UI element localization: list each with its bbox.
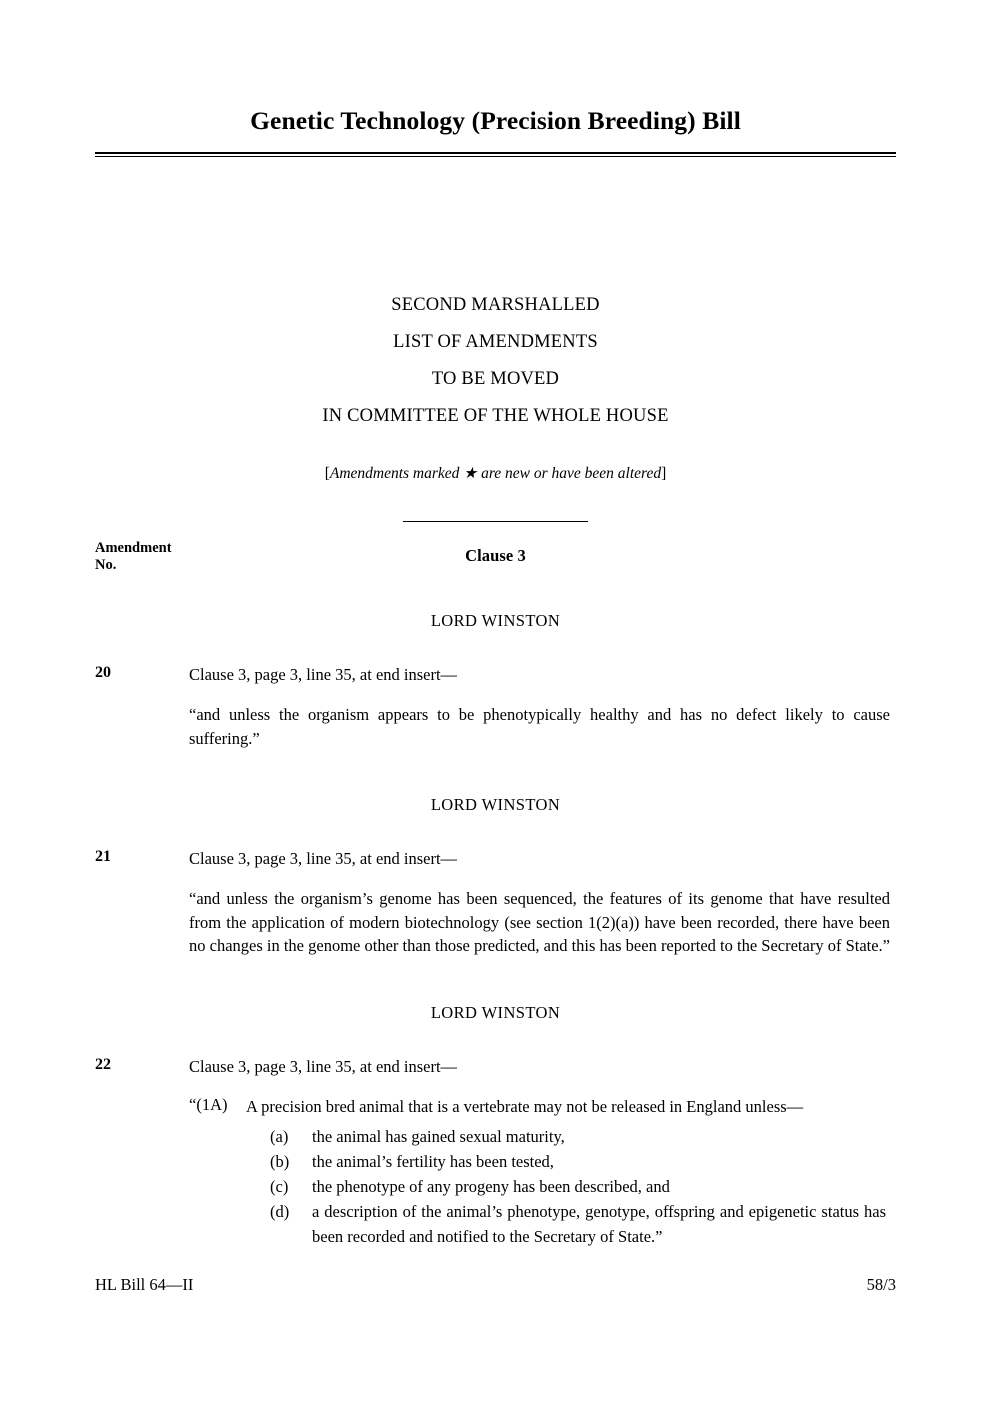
heading-line-1: SECOND MARSHALLED: [391, 295, 600, 315]
amendment-col-label-line2: No.: [95, 557, 117, 573]
heading-line-4: IN COMMITTEE OF THE WHOLE HOUSE: [322, 406, 669, 426]
amendments-marked-note: [95, 464, 896, 483]
amendment-number-column-header: [95, 540, 172, 574]
amendment-subsection: [189, 1095, 896, 1119]
amendment-number: 20: [95, 664, 111, 681]
list-item-text: the animal has gained sexual maturity,: [312, 1127, 565, 1146]
clause-heading: Clause 3: [465, 546, 526, 565]
amendment-quoted-text: “and unless the organism’s genome has been sequenced, the features of its genome that have resulted from the application of modern biotechnology (see section 1(2)(a)) have been recorded, there have been no changes in the genome other than those predicted, and this has been reported to the Secretary of State.”: [189, 889, 891, 955]
amendment-entry: [95, 664, 896, 750]
list-item: [270, 1174, 896, 1199]
amendment-number: 21: [95, 848, 111, 865]
amendment-number: 22: [95, 1055, 111, 1073]
subsection-label: “(1A): [189, 1094, 228, 1114]
footer-page-number: 58/3: [866, 1275, 896, 1294]
note-close-bracket: ]: [661, 465, 667, 482]
page-footer: [95, 1275, 896, 1295]
title-divider: [95, 152, 896, 157]
note-open-bracket: [: [324, 465, 330, 482]
note-text: Amendments marked ★ are new or have been altered: [329, 465, 662, 482]
member-name: LORD WINSTON: [430, 1002, 561, 1022]
list-item-label: (a): [270, 1127, 289, 1146]
section-divider: [403, 521, 588, 522]
member-name: LORD WINSTON: [430, 795, 561, 814]
subsection-text: A precision bred animal that is a vertebrate may not be released in England unless—: [246, 1096, 804, 1116]
document-heading-block: [95, 287, 896, 435]
heading-line-3: TO BE MOVED: [431, 369, 560, 389]
list-item: [270, 1199, 896, 1249]
list-item-text: a description of the animal’s phenotype, genotype, offspring and epigenetic status has been recorded and notified to the Secretary of State.”: [312, 1202, 886, 1246]
amendment-lead-line: Clause 3, page 3, line 35, at end insert—: [189, 1056, 458, 1076]
member-name: LORD WINSTON: [430, 611, 561, 630]
list-item-text: the animal’s fertility has been tested,: [312, 1152, 554, 1171]
page-title: Genetic Technology (Precision Breeding) Bill: [250, 106, 741, 135]
lettered-list: [270, 1124, 896, 1249]
list-item-label: (b): [270, 1152, 290, 1171]
footer-bill-reference: HL Bill 64—II: [95, 1275, 194, 1294]
list-item: [270, 1149, 896, 1174]
heading-line-2: LIST OF AMENDMENTS: [393, 332, 598, 352]
list-item-text: the phenotype of any progeny has been described, and: [312, 1177, 670, 1196]
list-item-label: (d): [270, 1202, 290, 1221]
amendment-quoted-text: “and unless the organism appears to be phenotypically healthy and has no defect likely to cause suffering.”: [189, 705, 890, 748]
amendment-entry: [95, 848, 896, 958]
amendment-lead-line: Clause 3, page 3, line 35, at end insert—: [189, 665, 458, 684]
amendment-col-label-line1: Amendment: [95, 540, 172, 556]
list-item: [270, 1124, 896, 1149]
amendment-entry: [95, 1056, 896, 1250]
list-item-label: (c): [270, 1177, 289, 1196]
amendment-lead-line: Clause 3, page 3, line 35, at end insert—: [189, 849, 458, 868]
